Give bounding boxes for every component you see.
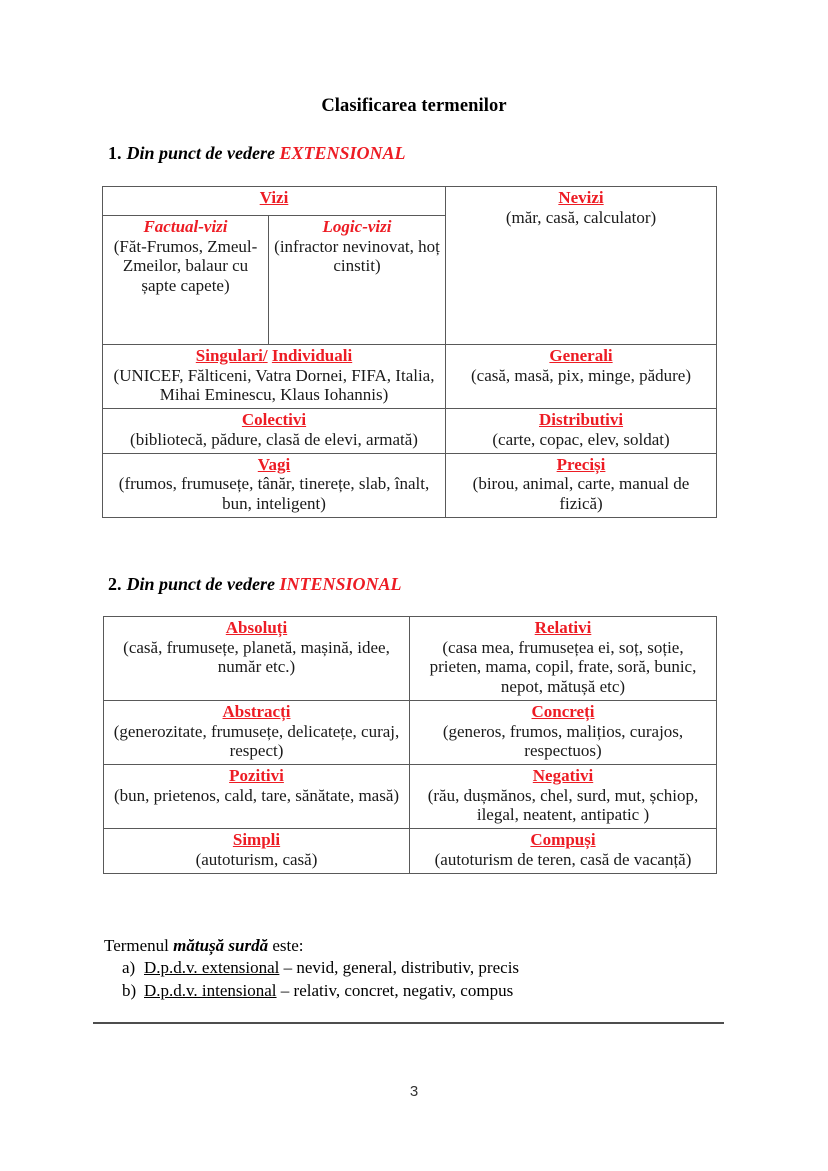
examples-generali: (casă, masă, pix, minge, pădure) — [471, 365, 691, 385]
category-logic-vizi: Logic-vizi — [322, 217, 392, 236]
section-number: 1. — [108, 143, 122, 163]
category-generali: Generali — [549, 346, 613, 365]
table-row — [103, 453, 717, 517]
table-intensional — [103, 616, 717, 874]
category-absoluti: Absoluți — [225, 618, 288, 637]
examples-compusi: (autoturism de teren, casă de vacanță) — [434, 849, 692, 869]
cell-logic-vizi — [269, 216, 446, 345]
answer-pov: D.p.d.v. extensional — [144, 958, 280, 977]
cell-negativi — [410, 765, 717, 829]
category-concreti: Concreți — [531, 701, 595, 721]
answer-marker: b) — [122, 981, 137, 1001]
table-row — [104, 829, 717, 873]
examples-absoluti: (casă, frumusețe, planetă, mașină, idee, număr etc.) — [123, 637, 390, 677]
cell-factual-vizi — [103, 216, 269, 345]
cell-colectivi — [103, 409, 446, 453]
closing-lead: Termenul — [104, 936, 174, 955]
cell-compusi — [410, 829, 717, 873]
category-simpli: Simpli — [232, 830, 281, 850]
examples-relativi: (casa mea, frumusețea ei, soț, soție, prieten, mama, copil, frate, soră, bunic, nepot, mătușă etc) — [429, 637, 697, 697]
cell-vizi-header — [103, 187, 446, 216]
examples-concreti: (generos, frumos, malițios, curajos, respectuos) — [442, 721, 684, 761]
examples-precisi: (birou, animal, carte, manual de fizică) — [472, 474, 690, 514]
category-negativi: Negativi — [532, 766, 594, 786]
cell-abstracti — [104, 700, 410, 764]
category-nevizi: Nevizi — [558, 188, 604, 207]
examples-negativi: (rău, dușmănos, chel, surd, mut, șchiop, ilegal, neatent, antipatic ) — [427, 785, 699, 825]
closing-trail: este: — [268, 936, 304, 955]
section-kind-label: EXTENSIONAL — [279, 143, 406, 163]
closing-term: mătușă surdă — [173, 936, 269, 955]
category-vizi: Vizi — [259, 188, 289, 207]
section-kind-label: INTENSIONAL — [279, 574, 402, 594]
category-relativi: Relativi — [534, 618, 592, 637]
page-title: Clasificarea termenilor — [321, 96, 507, 116]
list-item — [122, 980, 519, 1002]
section-heading-extensional — [108, 143, 406, 164]
category-distributivi: Distributivi — [538, 410, 624, 430]
category-compusi: Compuși — [530, 830, 596, 850]
section-number: 2. — [108, 574, 122, 594]
cell-generali — [446, 345, 717, 409]
section-heading-intensional — [108, 574, 402, 595]
category-vagi: Vagi — [257, 454, 291, 474]
table-row — [104, 700, 717, 764]
category-singulari: Singulari/ Individuali — [195, 346, 353, 365]
table-extensional — [102, 186, 717, 518]
table-row — [103, 345, 717, 409]
examples-singulari: (UNICEF, Fălticeni, Vatra Dornei, FIFA, Italia, Mihai Eminescu, Klaus Iohannis) — [113, 365, 435, 405]
examples-logic-vizi: (infractor nevinovat, hoț cinstit) — [274, 236, 440, 276]
cell-precisi — [446, 453, 717, 517]
cell-relativi — [410, 617, 717, 701]
closing-statement — [104, 935, 304, 956]
examples-abstracti: (generozitate, frumusețe, delicatețe, curaj, respect) — [113, 721, 400, 761]
cell-absoluti — [104, 617, 410, 701]
category-pozitivi: Pozitivi — [229, 766, 284, 786]
table-row — [104, 617, 717, 701]
cell-concreti — [410, 700, 717, 764]
examples-distributivi: (carte, copac, elev, soldat) — [492, 429, 670, 449]
list-item — [122, 957, 519, 979]
section-lead-text: Din punct de vedere — [126, 143, 280, 163]
answer-pov: D.p.d.v. intensional — [144, 981, 277, 1001]
cell-pozitivi — [104, 765, 410, 829]
cell-singulari — [103, 345, 446, 409]
examples-factual-vizi: (Făt-Frumos, Zmeul-Zmeilor, balaur cu șapte capete) — [113, 236, 258, 296]
category-precisi: Preciși — [556, 454, 606, 474]
cell-distributivi — [446, 409, 717, 453]
cell-nevizi — [446, 187, 717, 345]
category-colectivi: Colectivi — [241, 410, 307, 430]
examples-vagi: (frumos, frumusețe, tânăr, tinerețe, slab, înalt, bun, inteligent) — [118, 474, 430, 514]
answer-values: – nevid, general, distributiv, precis — [279, 958, 520, 977]
footer-divider — [93, 1022, 724, 1024]
table-row — [103, 187, 717, 216]
cell-simpli — [104, 829, 410, 873]
table-row — [103, 409, 717, 453]
category-abstracti: Abstracți — [222, 701, 291, 721]
examples-pozitivi: (bun, prietenos, cald, tare, sănătate, masă) — [113, 785, 400, 805]
page-number: 3 — [409, 1083, 419, 1100]
examples-simpli: (autoturism, casă) — [195, 849, 318, 869]
category-factual-vizi: Factual-vizi — [143, 217, 228, 236]
answer-marker: a) — [122, 958, 136, 977]
answers-list — [122, 957, 519, 1003]
cell-vagi — [103, 453, 446, 517]
answer-values: – relativ, concret, negativ, compus — [276, 981, 514, 1001]
examples-nevizi: (măr, casă, calculator) — [505, 207, 657, 227]
table-row — [104, 765, 717, 829]
section-lead-text: Din punct de vedere — [126, 574, 280, 594]
examples-colectivi: (bibliotecă, pădure, clasă de elevi, armată) — [130, 429, 418, 449]
